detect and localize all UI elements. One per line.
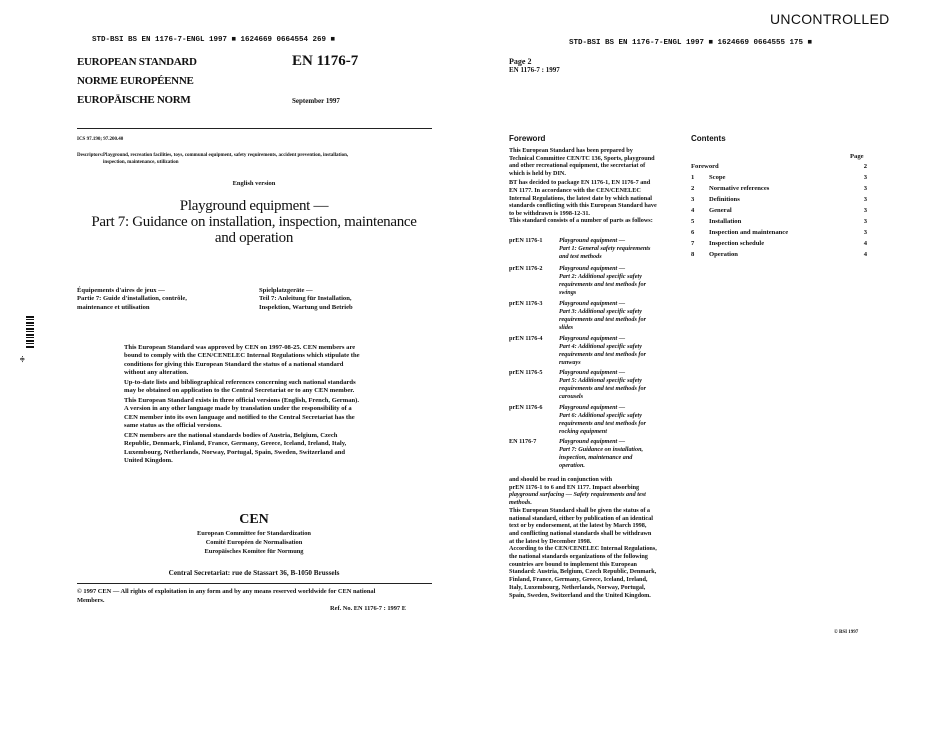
toc-title: Inspection schedule — [709, 240, 765, 247]
toc-title: General — [709, 207, 732, 214]
body-line: United Kingdom. — [124, 457, 173, 465]
part-line: requirements and test methods for — [559, 385, 646, 392]
committee-de: Europäisches Komitee für Normung — [204, 548, 304, 555]
body-line: bound to comply with the CEN/CENELEC Internal Regulations which stipulate the — [124, 352, 360, 360]
descriptors-line1: Playground, recreation facilities, toys, communal equipment, safety requirements, accident prevention, installation, — [103, 153, 349, 158]
toc-title: Scope — [709, 174, 726, 181]
part-line: runways — [559, 359, 581, 366]
header-code: STD-BSI BS EN 1176-7-ENGL 1997 ■ 1624669 0664554 269 ■ — [92, 36, 336, 44]
foreword-heading: Foreword — [509, 134, 546, 143]
foreword-line: at the latest by December 1998. — [509, 537, 592, 545]
foreword-line: This European Standard shall be given the status of a — [509, 506, 651, 514]
foreword-line: Italy, Luxembourg, Netherlands, Norway, Portugal, — [509, 583, 646, 591]
foreword-line: to be withdrawn is 1998-12-31. — [509, 209, 590, 217]
toc-item — [691, 207, 867, 217]
document-title-line2: Part 7: Guidance on installation, inspection, maintenance — [91, 214, 417, 230]
french-title-line: Équipements d'aires de jeux — — [77, 287, 165, 294]
foreword-line: Finland, France, Germany, Greece, Iceland, Ireland, — [509, 576, 648, 584]
part-line: Playground equipment — — [559, 335, 626, 342]
toc-page: 3 — [863, 218, 867, 225]
toc-item — [691, 218, 867, 228]
toc-number: 8 — [691, 251, 695, 258]
body-line: Luxembourg, Netherlands, Norway, Portugal, Spain, Sweden, Switzerland and — [124, 448, 346, 456]
toc-page: 3 — [863, 196, 867, 203]
descriptors-label: Descriptors: — [77, 153, 104, 158]
part-line: Part 3: Additional specific safety — [559, 308, 642, 315]
part-line: Part 5: Additional specific safety — [559, 377, 642, 384]
toc-page: 2 — [863, 163, 867, 170]
part-line: Part 6: Additional specific safety — [559, 412, 642, 419]
part-number: prEN 1176-1 — [509, 237, 543, 244]
foreword-line: national standard, either by publication of an identical — [509, 514, 653, 522]
toc-title: Operation — [709, 251, 738, 258]
footer-divider — [77, 583, 432, 584]
barcode-mark — [26, 316, 34, 348]
foreword-line: which is held by DIN. — [509, 169, 566, 177]
part-number: EN 1176-7 — [509, 438, 537, 445]
toc-item — [691, 174, 867, 184]
body-line: conditions for giving this European Standard the status of a national standard — [124, 360, 344, 368]
toc-title: Definitions — [709, 196, 740, 203]
references-paragraph — [124, 379, 390, 396]
approval-paragraph — [124, 344, 390, 378]
page-footer: © BSI 1997 — [834, 630, 859, 635]
german-title — [259, 287, 429, 312]
toc-item — [691, 163, 867, 173]
part-title — [559, 369, 669, 401]
standard-name-en: EUROPEAN STANDARD — [77, 56, 197, 68]
toc-page: 3 — [863, 229, 867, 236]
part-line: inspection, maintenance and — [559, 454, 633, 461]
standard-name-fr: NORME EUROPÉENNE — [77, 75, 194, 87]
body-line: CEN members are the national standards bodies of Austria, Belgium, Czech — [124, 432, 338, 439]
foreword-line: and other recreational equipment, the secretariat of — [509, 162, 646, 170]
toc-title: Foreword — [691, 163, 719, 170]
part-number: prEN 1176-3 — [509, 300, 543, 307]
part-line: Part 1: General safety requirements — [559, 245, 651, 252]
part-line: carousels — [559, 393, 584, 400]
part-title — [559, 335, 669, 367]
foreword-line: Technical Committee CEN/TC 136, Sports, playground — [509, 154, 655, 162]
toc-title: Installation — [709, 218, 742, 225]
german-title-line: Inspektion, Wartung und Betrieb — [259, 303, 353, 311]
toc-title: Inspection and maintenance — [709, 229, 789, 236]
french-title-line: maintenance et utilisation — [77, 303, 150, 311]
foreword-line: methods. — [509, 499, 532, 507]
part-line: Playground equipment — — [559, 300, 626, 307]
body-line: Up-to-date lists and bibliographical references concerning such national standards — [124, 379, 356, 386]
foreword-line: This European Standard has been prepared by — [509, 147, 633, 154]
toc-item — [691, 240, 867, 250]
foreword-line: text or by endorsement, at the latest by March 1998, — [509, 522, 647, 530]
committee-fr: Comité Européen de Normalisation — [205, 539, 303, 546]
foreword-line: Standard: Austria, Belgium, Czech Republic, Denmark, — [509, 568, 657, 576]
foreword-line: EN 1177. In accordance with the CEN/CENELEC — [509, 186, 641, 194]
foreword-outro — [509, 476, 689, 599]
cen-logo-text: CEN — [239, 512, 269, 527]
french-title-line: Partie 7: Guide d'installation, contrôle, — [77, 295, 187, 303]
toc-page: 4 — [863, 240, 867, 247]
document-title-line1: Playground equipment — — [179, 198, 329, 214]
publication-date: September 1997 — [292, 97, 340, 105]
part-title — [559, 265, 669, 297]
toc-item — [691, 229, 867, 239]
members-paragraph — [124, 432, 390, 466]
part-number: prEN 1176-4 — [509, 335, 543, 342]
ics-code: ICS 97.190; 97.200.40 — [77, 137, 124, 142]
toc-page: 3 — [863, 207, 867, 214]
part-line: requirements and test methods for — [559, 281, 646, 288]
part-line: requirements and test methods for — [559, 351, 646, 358]
foreword-line: prEN 1176-1 to 6 and EN 1177. Impact absorbing — [509, 483, 640, 491]
foreword-line: the national standards organizations of the following — [509, 553, 648, 561]
part-title — [559, 404, 669, 436]
foreword-line: playground surfacing — Safety requirements and test — [509, 491, 646, 499]
part-number: prEN 1176-5 — [509, 369, 543, 376]
toc-number: 2 — [691, 185, 695, 192]
part-line: slides — [559, 324, 574, 331]
central-secretariat: Central Secretariat: rue de Stassart 36, B-1050 Brussels — [168, 569, 340, 577]
foreword-line: Internal Regulations, the latest date by which national — [509, 194, 653, 202]
german-title-line: Teil 7: Anleitung für Installation, — [259, 295, 352, 303]
part-line: Playground equipment — — [559, 237, 626, 244]
toc-number: 6 — [691, 229, 695, 236]
french-title — [77, 287, 247, 312]
foreword-line: standards conflicting with this European Standard have — [509, 202, 657, 210]
part-line: rocking equipment — [559, 428, 607, 435]
body-line: A version in any other language made by translation under the responsibility of a — [124, 405, 352, 413]
standard-name-de: EUROPÄISCHE NORM — [77, 94, 191, 106]
reference-number: Ref. No. EN 1176-7 : 1997 E — [330, 605, 406, 612]
part-line: requirements and test methods for — [559, 316, 646, 323]
committee-en: European Committee for Standardization — [197, 530, 311, 537]
part-line: Part 2: Additional specific safety — [559, 273, 642, 280]
toc-page: 4 — [863, 251, 867, 258]
part-number: prEN 1176-6 — [509, 404, 543, 411]
part-line: and test methods — [559, 253, 602, 260]
body-line: This European Standard exists in three official versions (English, French, German). — [124, 397, 360, 404]
header-code: STD-BSI BS EN 1176-7-ENGL 1997 ■ 1624669 0664555 175 ■ — [569, 39, 813, 47]
part-line: Playground equipment — — [559, 438, 626, 445]
foreword-line: This standard consists of a number of parts as follows: — [509, 217, 653, 225]
document-title-line3: and operation — [214, 230, 294, 246]
body-line: Republic, Denmark, Finland, France, Germany, Greece, Iceland, Ireland, Italy, — [124, 440, 347, 448]
toc-number: 4 — [691, 207, 695, 214]
part-line: Part 7: Guidance on installation, — [559, 446, 644, 453]
part-line: swings — [559, 289, 577, 296]
toc-item — [691, 185, 867, 195]
part-title — [559, 438, 669, 470]
foreword-line: BT has decided to package EN 1176-1, EN 1176-7 and — [509, 179, 651, 187]
copyright-line1: © 1997 CEN — All rights of exploitation in any form and by any means reserved worldwide for CEN national — [77, 588, 376, 595]
copyright-line2: Members. — [77, 597, 105, 604]
language-version: English version — [232, 180, 276, 187]
toc-number: 5 — [691, 218, 695, 225]
toc-item — [691, 251, 867, 261]
body-line: CEN member into its own language and notified to the Central Secretariat has the — [124, 413, 355, 421]
toc-number: 3 — [691, 196, 695, 203]
body-line: without any alteration. — [124, 369, 189, 377]
body-line: may be obtained on application to the Central Secretariat or to any CEN member. — [124, 387, 355, 395]
versions-paragraph — [124, 397, 390, 431]
margin-mark: ·θ· — [20, 355, 27, 363]
page-number: Page 2 — [509, 57, 532, 66]
contents-heading: Contents — [691, 134, 726, 143]
part-line: Playground equipment — — [559, 265, 626, 272]
part-title — [559, 237, 669, 261]
descriptors-line2: inspection, maintenance, utilization — [103, 160, 179, 165]
part-line: operation. — [559, 462, 585, 469]
toc-page: 3 — [863, 185, 867, 192]
foreword-line: and conflicting national standards shall be withdrawn — [509, 529, 652, 537]
toc-number: 7 — [691, 240, 695, 247]
part-number: prEN 1176-2 — [509, 265, 543, 272]
part-line: Playground equipment — — [559, 404, 626, 411]
foreword-line: Spain, Sweden, Switzerland and the United Kingdom. — [509, 591, 651, 599]
part-line: requirements and test methods for — [559, 420, 646, 427]
german-title-line: Spielplatzgeräte — — [259, 287, 313, 294]
standard-number: EN 1176-7 — [292, 53, 359, 69]
part-line: Part 4: Additional specific safety — [559, 343, 642, 350]
foreword-intro — [509, 147, 684, 225]
watermark-label: UNCONTROLLED — [770, 11, 890, 27]
foreword-line: According to the CEN/CENELEC Internal Regulations, — [509, 545, 657, 553]
toc-number: 1 — [691, 174, 695, 181]
foreword-line: countries are bound to implement this European — [509, 560, 638, 568]
toc-title: Normative references — [709, 185, 770, 192]
header-divider — [77, 128, 432, 129]
part-title — [559, 300, 669, 332]
contents-page-column: Page — [850, 153, 864, 160]
toc-page: 3 — [863, 174, 867, 181]
body-line: This European Standard was approved by CEN on 1997-08-25. CEN members are — [124, 344, 356, 351]
part-line: Playground equipment — — [559, 369, 626, 376]
foreword-line: and should be read in conjunction with — [509, 476, 613, 483]
body-line: same status as the official versions. — [124, 422, 222, 430]
toc-item — [691, 196, 867, 206]
page-standard-ref: EN 1176-7 : 1997 — [509, 66, 560, 74]
